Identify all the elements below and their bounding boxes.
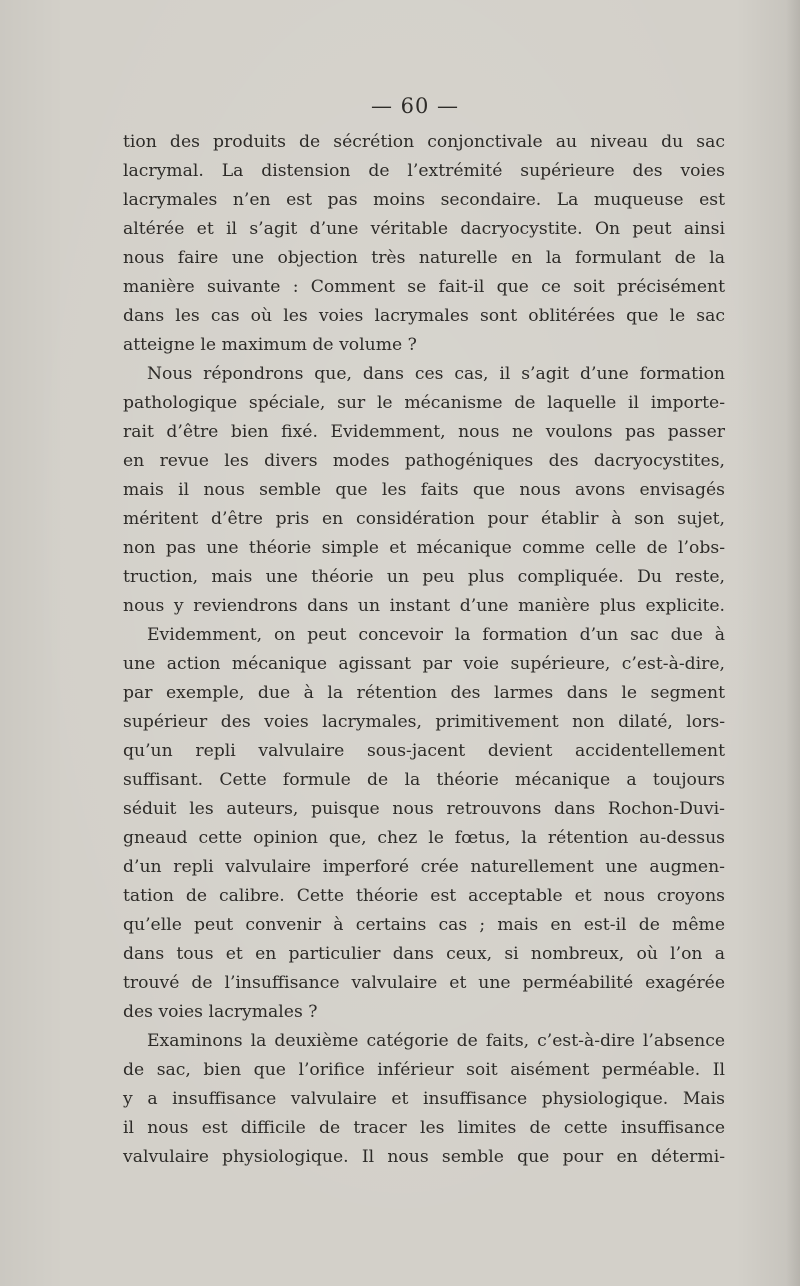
body-text — [123, 128, 725, 1172]
text-line: non pas une théorie simple et mécanique comme celle de l’obs- — [123, 538, 725, 558]
text-line: lacrymal. La distension de l’extrémité supérieure des voies — [123, 161, 725, 181]
text-line: dans tous et en particulier dans ceux, si nombreux, où l’on a — [123, 944, 725, 964]
text-line: valvulaire physiologique. Il nous semble que pour en détermi- — [123, 1147, 725, 1167]
text-line: Examinons la deuxième catégorie de faits, c’est-à-dire l’absence — [147, 1031, 725, 1051]
text-line: suffisant. Cette formule de la théorie mécanique a toujours — [123, 770, 725, 790]
text-line: Nous répondrons que, dans ces cas, il s’agit d’une formation — [147, 364, 725, 384]
text-line: altérée et il s’agit d’une véritable dacryocystite. On peut ainsi — [123, 219, 725, 239]
text-line: gneaud cette opinion que, chez le fœtus, la rétention au-dessus — [123, 828, 725, 848]
text-line: séduit les auteurs, puisque nous retrouvons dans Rochon-Duvi- — [123, 799, 725, 819]
text-line: une action mécanique agissant par voie supérieure, c’est-à-dire, — [123, 654, 725, 674]
text-line: de sac, bien que l’orifice inférieur soit aisément perméable. Il — [123, 1060, 725, 1080]
text-line: nous faire une objection très naturelle en la formulant de la — [123, 248, 725, 268]
text-line: par exemple, due à la rétention des larmes dans le segment — [123, 683, 725, 703]
text-line: il nous est difficile de tracer les limites de cette insuffisance — [123, 1118, 725, 1138]
text-line: manière suivante : Comment se fait-il que ce soit précisément — [123, 277, 725, 297]
text-line: tion des produits de sécrétion conjonctivale au niveau du sac — [123, 132, 725, 152]
text-line: atteigne le maximum de volume ? — [123, 335, 417, 355]
text-line: trouvé de l’insuffisance valvulaire et une perméabilité exagérée — [123, 973, 725, 993]
text-line: rait d’être bien fixé. Evidemment, nous ne voulons pas passer — [123, 422, 725, 442]
text-line: y a insuffisance valvulaire et insuffisance physiologique. Mais — [123, 1089, 725, 1109]
text-line: des voies lacrymales ? — [123, 1002, 318, 1022]
text-line: d’un repli valvulaire imperforé crée naturellement une augmen- — [123, 857, 725, 877]
text-line: en revue les divers modes pathogéniques des dacryocystites, — [123, 451, 725, 471]
text-line: qu’un repli valvulaire sous-jacent devient accidentellement — [123, 741, 725, 761]
text-line: dans les cas où les voies lacrymales sont oblitérées que le sac — [123, 306, 725, 326]
text-line: lacrymales n’en est pas moins secondaire. La muqueuse est — [123, 190, 725, 210]
page-edge-shadow — [786, 0, 800, 1286]
text-line: pathologique spéciale, sur le mécanisme de laquelle il importe- — [123, 393, 725, 413]
text-line: truction, mais une théorie un peu plus compliquée. Du reste, — [123, 567, 725, 587]
text-line: Evidemment, on peut concevoir la formation d’un sac due à — [147, 625, 725, 645]
text-line: méritent d’être pris en considération pour établir à son sujet, — [123, 509, 725, 529]
page-number: — 60 — — [370, 94, 460, 118]
text-line: qu’elle peut convenir à certains cas ; mais en est-il de même — [123, 915, 725, 935]
text-line: nous y reviendrons dans un instant d’une manière plus explicite. — [123, 596, 725, 616]
text-line: supérieur des voies lacrymales, primitivement non dilaté, lors- — [123, 712, 725, 732]
text-line: mais il nous semble que les faits que nous avons envisagés — [123, 480, 725, 500]
text-line: tation de calibre. Cette théorie est acceptable et nous croyons — [123, 886, 725, 906]
